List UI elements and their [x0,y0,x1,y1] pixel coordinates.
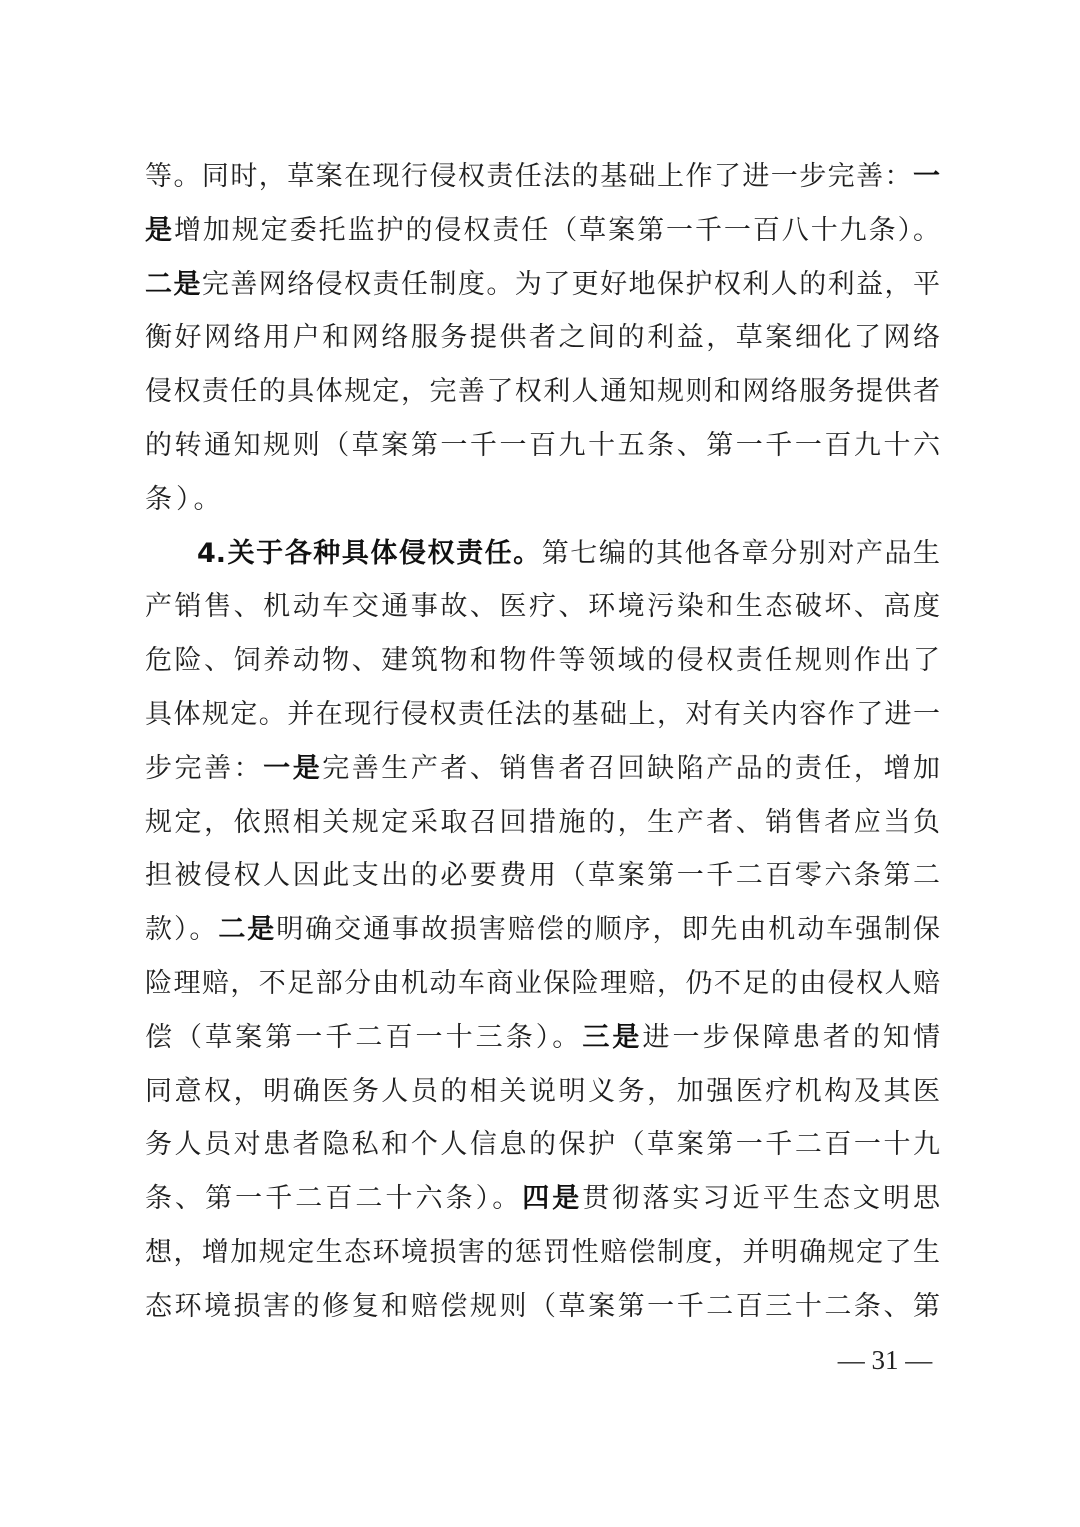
text-line: 二是完善网络侵权责任制度。为了更好地保护权利人的利益，平 [145,268,941,300]
text-line: 偿（草案第一千二百一十三条）。三是进一步保障患者的知情 [145,1021,941,1053]
text-line: 危险、饲养动物、建筑物和物件等领域的侵权责任规则作出了 [145,645,940,677]
text-line: 务人员对患者隐私和个人信息的保护（草案第一千二百一十九 [145,1129,940,1161]
text-line: 步完善：一是完善生产者、销售者召回缺陷产品的责任，增加 [145,752,941,784]
text-line: 担被侵权人因此支出的必要费用（草案第一千二百零六条第二 [145,860,940,892]
text-line: 具体规定。并在现行侵权责任法的基础上，对有关内容作了进一 [145,698,940,730]
text-line: 等。同时，草案在现行侵权责任法的基础上作了进一步完善：一 [145,161,940,192]
text-line: 想，增加规定生态环境损害的惩罚性赔偿制度，并明确规定了生 [145,1236,940,1268]
text-line: 衡好网络用户和网络服务提供者之间的利益，草案细化了网络 [145,322,940,354]
section-heading: 4.关于各种具体侵权责任。 [197,537,542,569]
text-line: 的转通知规则（草案第一千一百九十五条、第一千一百九十六 [145,429,940,461]
text-line: 同意权，明确医务人员的相关说明义务，加强医疗机构及其医 [145,1075,940,1107]
text-line: 是增加规定委托监护的侵权责任（草案第一千一百八十九条）。 [145,214,941,246]
text-line: 款）。二是明确交通事故损害赔偿的顺序，即先由机动车强制保 [145,914,941,946]
section-heading-line: 4.关于各种具体侵权责任。第七编的其他各章分别对产品生 [197,537,941,569]
text-line: 侵权责任的具体规定，完善了权利人通知规则和网络服务提供者 [145,376,940,408]
text-line: 险理赔，不足部分由机动车商业保险理赔，仍不足的由侵权人赔 [145,967,940,999]
document-body [145,150,940,1334]
text-line: 规定，依照相关规定采取召回措施的，生产者、销售者应当负 [145,806,940,838]
text-line: 态环境损害的修复和赔偿规则（草案第一千二百三十二条、第 [145,1290,940,1322]
text-line: 条、第一千二百二十六条）。四是贯彻落实习近平生态文明思 [145,1183,941,1215]
text-line: 条）。 [145,483,225,515]
text-line: 产销售、机动车交通事故、医疗、环境污染和生态破坏、高度 [145,591,940,623]
page-number: — 31 — [837,1345,933,1375]
